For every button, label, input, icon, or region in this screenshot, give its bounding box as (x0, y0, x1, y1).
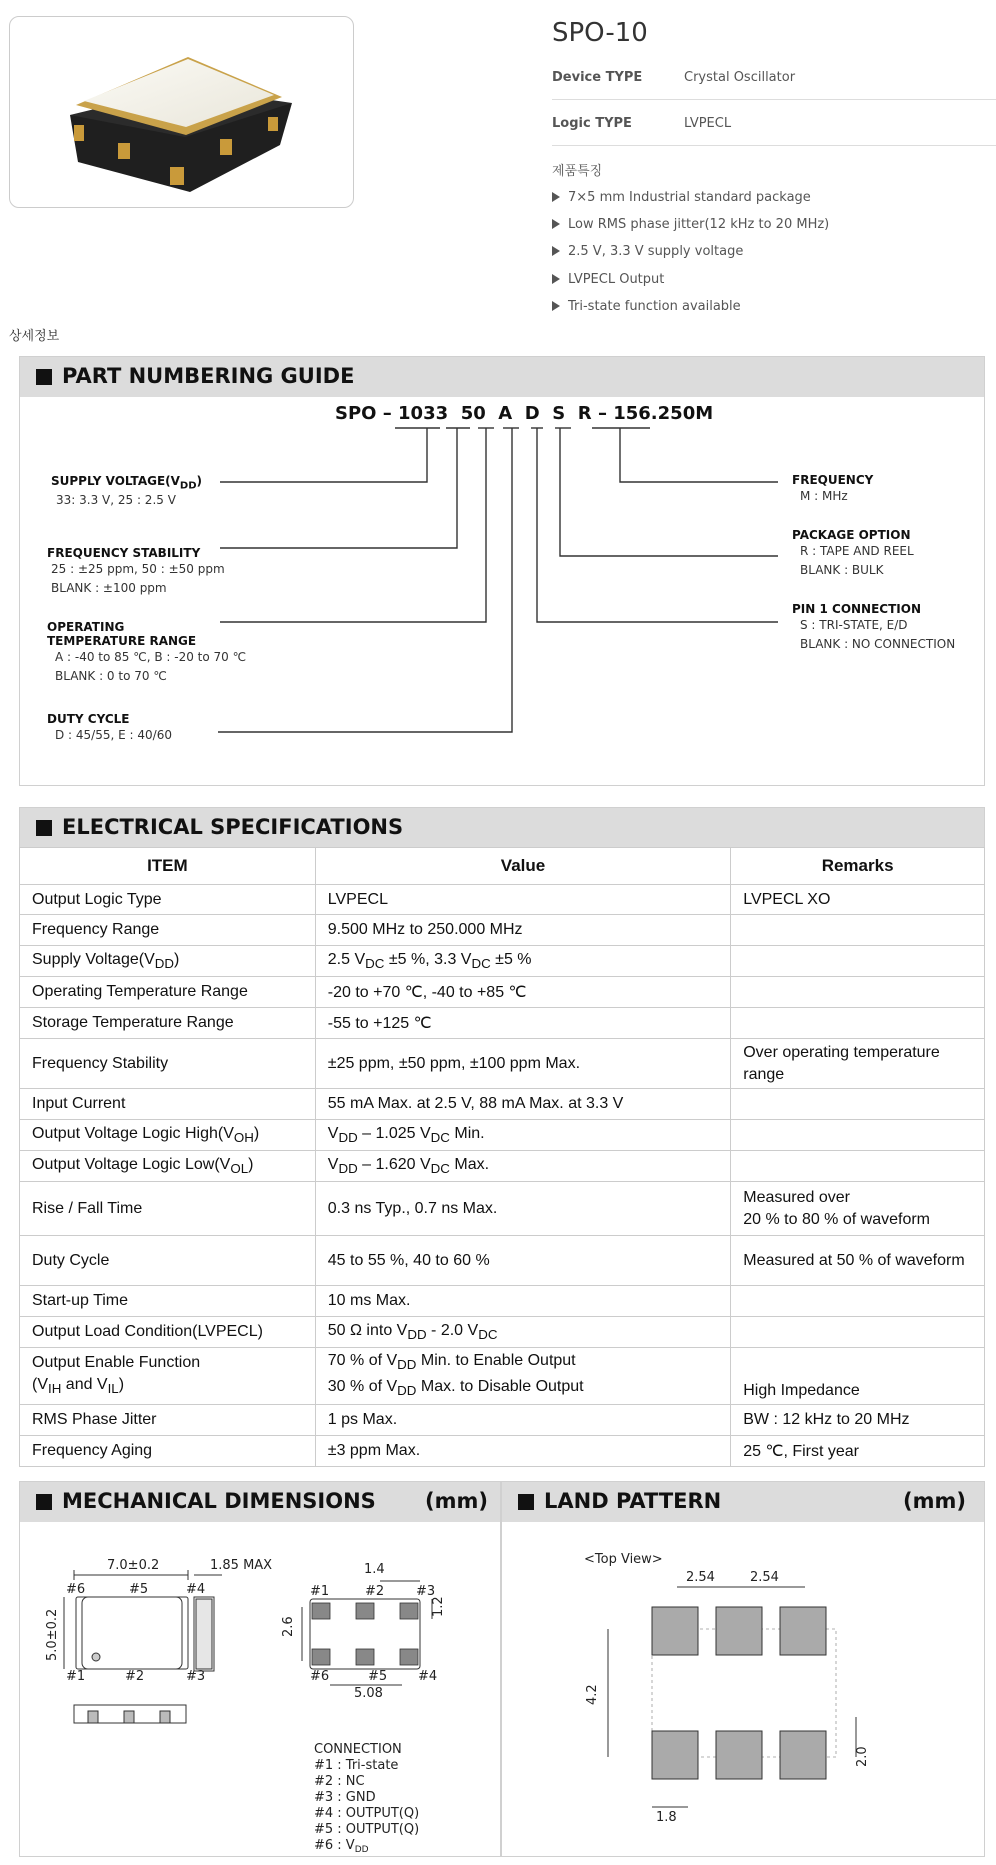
logic-type-value: LVPECL (684, 116, 732, 131)
table-row: Storage Temperature Range -55 to +125 ℃ (20, 1008, 985, 1039)
svg-text:#2 : NC: #2 : NC (314, 1774, 365, 1789)
table-row: Start-up Time 10 ms Max. (20, 1286, 985, 1317)
electrical-panel (19, 807, 985, 847)
table-header-row (20, 848, 985, 885)
mechanical-header (20, 1482, 500, 1522)
col-header-value: Value (315, 848, 730, 885)
product-photo-frame (9, 16, 354, 208)
part-number-code: SPO – 1033 50 A D S R – 156.250M (335, 403, 714, 424)
square-bullet-icon (36, 369, 52, 385)
land-pattern-header (502, 1482, 984, 1522)
table-row: Input Current 55 mA Max. at 2.5 V, 88 mA Max. at 3.3 V (20, 1089, 985, 1120)
land-pattern-unit: (mm) (903, 1489, 966, 1513)
svg-text:#4: #4 (186, 1582, 206, 1597)
svg-text:#4: #4 (418, 1669, 438, 1684)
dim-pad-h-label: 1.2 (431, 1596, 446, 1617)
product-photo (10, 17, 355, 209)
feature-item: 2.5 V, 3.3 V supply voltage (552, 244, 743, 259)
duty-cycle-block: DUTY CYCLE D : 45/55, E : 40/60 (47, 712, 172, 742)
product-name: SPO-10 (552, 18, 648, 48)
svg-text:#2: #2 (125, 1669, 145, 1684)
svg-text:#2: #2 (365, 1584, 385, 1599)
dim-span-x-label: 5.08 (354, 1686, 383, 1701)
table-row: Rise / Fall Time 0.3 ns Typ., 0.7 ns Max. Measured over 20 % to 80 % of waveform (20, 1182, 985, 1236)
supply-voltage-block: SUPPLY $VOLTAGE(V_{DD})$ 33: 3.3 V, 25 : 2.5 V (51, 474, 203, 508)
span-label: 4.2 (585, 1684, 600, 1705)
pitch-2-label: 2.54 (750, 1570, 779, 1585)
dim-pitch-label: 1.4 (364, 1562, 385, 1577)
pad-width-label: 1.8 (656, 1810, 677, 1825)
table-row: RMS Phase Jitter 1 ps Max. BW : 12 kHz to 20 MHz (20, 1405, 985, 1436)
device-type-row (552, 54, 996, 100)
svg-text:#6: #6 (66, 1582, 86, 1597)
frequency-block: FREQUENCY M : MHz (792, 473, 874, 503)
temperature-range-block: OPERATING TEMPERATURE RANGE A : -40 to 85 ℃, B : -20 to 70 ℃ BLANK : 0 to 70 ℃ (47, 620, 247, 683)
square-bullet-icon (36, 820, 52, 836)
electrical-spec-table (19, 847, 985, 1467)
svg-text:#1: #1 (310, 1584, 330, 1599)
electrical-title: ELECTRICAL SPECIFICATIONS (62, 815, 404, 839)
land-pattern-drawing (560, 1545, 880, 1845)
device-type-label: Device TYPE (552, 70, 643, 85)
feature-item: 7×5 mm Industrial standard package (552, 190, 811, 205)
col-header-remarks: Remarks (731, 848, 985, 885)
svg-text:#5 : OUTPUT(Q): #5 : OUTPUT(Q) (314, 1822, 420, 1837)
table-row: Output Enable Function ($V_{IH}$ and $V_{IL}$) 70 % of $V_{DD}$ Min. to Enable Output 30 % of $V_{DD}$ Max. to Disable Output High Impedance (20, 1348, 985, 1405)
triangle-bullet-icon (552, 274, 560, 284)
svg-text:#6: #6 (310, 1669, 330, 1684)
dim-span-y-label: 2.6 (281, 1616, 296, 1637)
mechanical-drawing (40, 1545, 490, 1855)
part-numbering-header (20, 357, 984, 397)
mechanical-title: MECHANICAL DIMENSIONS (62, 1489, 376, 1513)
svg-text:#1 : Tri-state: #1 : Tri-state (314, 1758, 399, 1773)
logic-type-label: Logic TYPE (552, 116, 632, 131)
table-row: Output Voltage Logic $High(V_{OH})$ $V_{DD} - 1.025$ $V_{DC}$ Min. (20, 1120, 985, 1151)
svg-text:#5: #5 (368, 1669, 388, 1684)
svg-text:#3: #3 (416, 1584, 436, 1599)
device-type-value: Crystal Oscillator (684, 70, 796, 85)
features-title: 제품특징 (552, 164, 603, 179)
electrical-header (20, 808, 984, 848)
dim-max-label: 1.85 MAX (210, 1558, 273, 1573)
col-header-item: ITEM (20, 848, 316, 885)
logic-type-row (552, 100, 996, 146)
detail-info-label: 상세정보 (9, 329, 60, 344)
table-row: Frequency Range 9.500 MHz to 250.000 MHz (20, 915, 985, 946)
svg-text:#5: #5 (129, 1582, 149, 1597)
table-row: Operating Temperature Range -20 to +70 ℃, -40 to +85 ℃ (20, 977, 985, 1008)
feature-item: Tri-state function available (552, 299, 741, 314)
svg-text:#1: #1 (66, 1669, 86, 1684)
top-view-label: <Top View> (584, 1552, 663, 1567)
dim-height-label: 5.0±0.2 (45, 1608, 60, 1661)
triangle-bullet-icon (552, 219, 560, 229)
table-row: Output Load Condition(LVPECL) 50 Ω into $V_{DD} - 2.0$ $V_{DC}$ (20, 1317, 985, 1348)
package-option-block: PACKAGE OPTION R : TAPE AND REEL BLANK : BULK (792, 528, 914, 577)
svg-text:#3 : GND: #3 : GND (314, 1790, 376, 1805)
svg-text:#4 : OUTPUT(Q): #4 : OUTPUT(Q) (314, 1806, 420, 1821)
mechanical-unit: (mm) (425, 1489, 488, 1513)
triangle-bullet-icon (552, 301, 560, 311)
triangle-bullet-icon (552, 192, 560, 202)
pad-height-label: 2.0 (855, 1746, 870, 1767)
svg-text:#3: #3 (186, 1669, 206, 1684)
triangle-bullet-icon (552, 246, 560, 256)
frequency-stability-block: FREQUENCY STABILITY 25 : ±25 ppm, 50 : ±50 ppm BLANK : ±100 ppm (47, 546, 225, 595)
table-row: Output Logic Type LVPECL LVPECL XO (20, 885, 985, 915)
dim-width-label: 7.0±0.2 (107, 1558, 160, 1573)
table-row: Supply $Voltage(V_{DD})$ 2.5 $V_{DC} \pm 5$ %, 3.3 $V_{DC} \pm 5$ % (20, 946, 985, 977)
pin1-connection-block: PIN 1 CONNECTION S : TRI-STATE, E/D BLANK : NO CONNECTION (792, 602, 956, 651)
table-row: Output Voltage Logic $Low(V_{OL})$ $V_{DD} - 1.620$ $V_{DC}$ Max. (20, 1151, 985, 1182)
table-row: Frequency Stability ±25 ppm, ±50 ppm, ±100 ppm Max. Over operating temperature range (20, 1039, 985, 1089)
square-bullet-icon (36, 1494, 52, 1510)
table-row: Frequency Aging ±3 ppm Max. 25 ℃, First year (20, 1436, 985, 1467)
feature-item: Low RMS phase jitter(12 kHz to 20 MHz) (552, 217, 829, 232)
svg-text:#6 : VDD: #6 : $V_{DD}$ (314, 1838, 369, 1855)
part-numbering-title: PART NUMBERING GUIDE (62, 364, 355, 388)
pitch-1-label: 2.54 (686, 1570, 715, 1585)
connection-title: CONNECTION (314, 1742, 402, 1757)
square-bullet-icon (518, 1494, 534, 1510)
land-pattern-title: LAND PATTERN (544, 1489, 722, 1513)
table-row: Duty Cycle 45 to 55 %, 40 to 60 % Measured at 50 % of waveform (20, 1236, 985, 1286)
feature-item: LVPECL Output (552, 272, 664, 287)
